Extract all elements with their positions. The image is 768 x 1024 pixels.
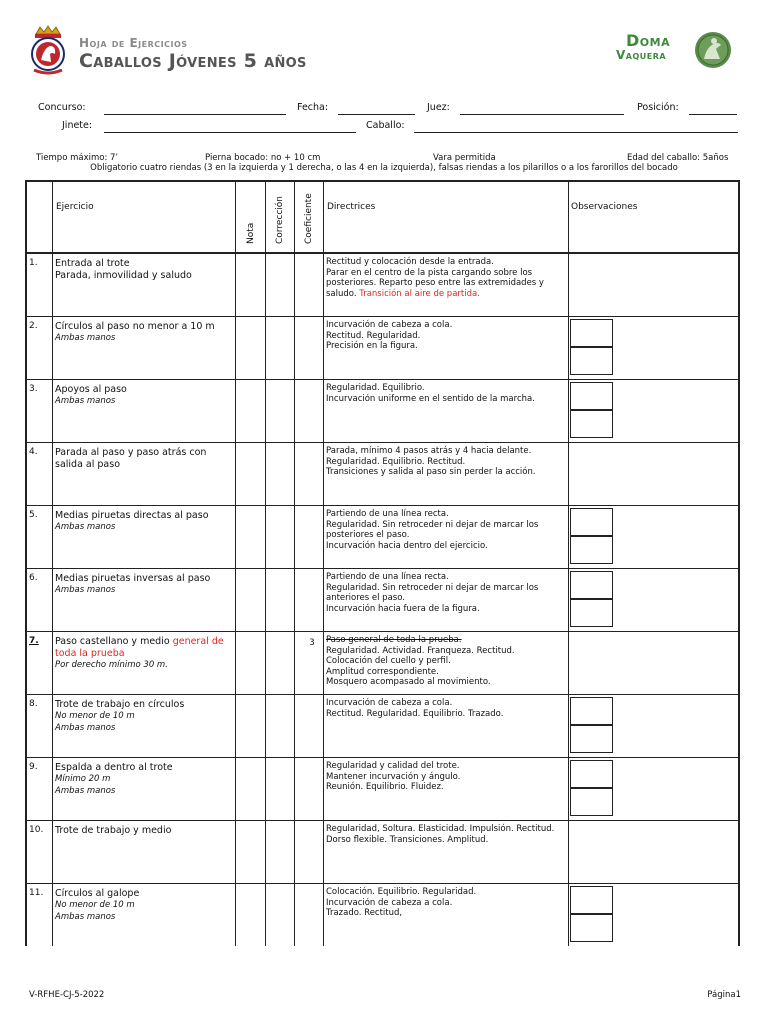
correccion-input[interactable] — [266, 380, 294, 442]
observation-boxes — [570, 508, 613, 564]
obligatorio-note: Obligatorio cuatro riendas (3 en la izquierda y 1 derecha, o las 4 en la izquierda), falsas riendas a los pilarillos o a los farorillos del bocado — [90, 163, 678, 173]
directriz-line: Regularidad. Sin retroceder ni dejar de marcar los anteriores el paso. — [326, 582, 539, 603]
directriz-line: Rectitud. Regularidad. — [326, 330, 421, 341]
nota-input[interactable] — [236, 632, 264, 694]
observation-box[interactable] — [570, 760, 613, 788]
vara-permitida: Vara permitida — [433, 153, 496, 163]
directriz-line: Dorso flexible. Transiciones. Amplitud. — [326, 834, 489, 845]
directriz-line: Colocación del cuello y perfil. — [326, 656, 451, 666]
directrices-cell — [326, 446, 568, 478]
page-number: Página1 — [707, 990, 741, 1000]
caballo-label: Caballo: — [366, 120, 405, 131]
directriz-line: Incurvación de cabeza a cola. — [326, 698, 453, 708]
nota-input[interactable] — [236, 506, 264, 568]
exercise-name: Círculos al galope — [55, 888, 140, 899]
observation-box[interactable] — [570, 536, 613, 564]
fecha-field[interactable] — [338, 114, 415, 115]
royal-crest-icon — [26, 24, 70, 76]
concurso-label: Concurso: — [38, 102, 86, 113]
correccion-input[interactable] — [266, 569, 294, 631]
coeficiente-value: 3 — [309, 638, 315, 648]
fecha-label: Fecha: — [297, 102, 329, 113]
observation-boxes — [570, 697, 613, 753]
exercise-cell — [55, 636, 235, 672]
directriz-line: Incurvación uniforme en el sentido de la marcha. — [326, 393, 535, 404]
exercise-subnote: Ambas manos — [55, 585, 116, 595]
posicion-field[interactable] — [689, 114, 737, 115]
exercise-subnote: Ambas manos — [55, 722, 116, 733]
tiempo-maximo: Tiempo máximo: 7’ — [36, 153, 119, 163]
directriz-line: Mantener incurvación y ángulo. — [326, 771, 461, 782]
header-correccion: Corrección — [275, 196, 285, 244]
directrices-cell — [326, 698, 568, 719]
observation-box[interactable] — [570, 571, 613, 599]
header-nota: Nota — [246, 222, 256, 244]
header-ejercicio: Ejercicio — [56, 202, 94, 212]
directriz-line: Incurvación de cabeza a cola. — [326, 897, 453, 908]
exercise-subnote: Ambas manos — [55, 522, 116, 532]
row-number: 6. — [29, 573, 38, 583]
exercise-name: Trote de trabajo y medio — [55, 825, 172, 836]
exercise-cell — [55, 573, 235, 597]
observation-box[interactable] — [570, 725, 613, 753]
correccion-input[interactable] — [266, 884, 294, 946]
directrices-cell — [326, 383, 568, 404]
table-row — [27, 317, 738, 380]
directriz-line: Parar en el centro de la pista cargando sobre los posteriores. Reparto peso entre las extremidades y saludo. — [326, 267, 544, 299]
directriz-line: Regularidad. Equilibrio. — [326, 383, 425, 393]
directrices-cell — [326, 824, 568, 845]
exercise-name: Trote de trabajo en círculos — [55, 699, 185, 710]
nota-input[interactable] — [236, 317, 264, 379]
observation-box[interactable] — [570, 914, 613, 942]
exercise-name: Apoyos al paso — [55, 384, 127, 395]
correccion-input[interactable] — [266, 506, 294, 568]
table-row — [27, 569, 738, 632]
exercise-cell — [55, 384, 235, 408]
exercise-name: Espalda a dentro al trote — [55, 762, 173, 773]
header-coeficiente: Coeficiente — [304, 193, 314, 244]
row-number: 8. — [29, 699, 38, 709]
row-number: 11. — [29, 888, 44, 898]
observation-box[interactable] — [570, 382, 613, 410]
exercise-table — [25, 180, 740, 946]
table-row — [27, 632, 738, 695]
jinete-field[interactable] — [104, 132, 356, 133]
table-row — [27, 695, 738, 758]
observation-boxes — [570, 571, 613, 627]
title-block — [79, 36, 307, 72]
observation-box[interactable] — [570, 508, 613, 536]
observation-boxes — [570, 319, 613, 375]
correccion-input[interactable] — [266, 821, 294, 883]
row-number: 7. — [29, 636, 39, 646]
posicion-label: Posición: — [637, 102, 679, 113]
directriz-line: Regularidad. Sin retroceder ni dejar de marcar los posteriores el paso. — [326, 519, 539, 540]
correccion-input[interactable] — [266, 695, 294, 757]
directriz-line: Rectitud y colocación desde la entrada. — [326, 257, 494, 267]
brand-top: Doma — [626, 31, 671, 50]
concurso-field[interactable] — [104, 114, 286, 115]
exercise-name: Entrada al trote — [55, 258, 130, 269]
exercise-name: Círculos al paso no menor a 10 m — [55, 321, 215, 332]
exercise-subnote: Ambas manos — [55, 785, 116, 796]
nota-input[interactable] — [236, 758, 264, 820]
document-subtitle: Hoja de Ejercicios — [79, 36, 188, 50]
nota-input[interactable] — [236, 695, 264, 757]
table-row — [27, 443, 738, 506]
directriz-line: Rectitud. Regularidad. Equilibrio. Trazado. — [326, 708, 504, 719]
directriz-line: Incurvación hacia fuera de la figura. — [326, 603, 480, 614]
document-code: V-RFHE-CJ-5-2022 — [29, 990, 105, 1000]
directriz-line: Precisión en la figura. — [326, 341, 418, 351]
juez-label: Juez: — [427, 102, 450, 113]
directriz-red: Transición al aire de partida. — [359, 288, 480, 299]
row-number: 1. — [29, 258, 38, 268]
exercise-name: Medias piruetas inversas al paso — [55, 573, 211, 584]
row-number: 9. — [29, 762, 38, 772]
table-row — [27, 254, 738, 317]
directriz-line: Transiciones y salida al paso sin perder la acción. — [326, 467, 536, 477]
juez-field[interactable] — [460, 114, 624, 115]
exercise-cell — [55, 825, 235, 837]
directrices-cell — [326, 509, 568, 551]
directriz-line: Partiendo de una línea recta. — [326, 509, 449, 519]
exercise-cell — [55, 888, 235, 923]
directriz-line: Mosquero acompasado al movimiento. — [326, 677, 491, 687]
row-number: 4. — [29, 447, 38, 457]
directriz-line: Incurvación de cabeza a cola. — [326, 320, 453, 330]
exercise-cell — [55, 321, 235, 345]
table-header — [27, 182, 738, 254]
correccion-input[interactable] — [266, 254, 294, 316]
directrices-cell — [326, 635, 568, 688]
correccion-input[interactable] — [266, 758, 294, 820]
observation-boxes — [570, 382, 613, 438]
directrices-cell — [326, 572, 568, 614]
directriz-line: Parada, mínimo 4 pasos atrás y 4 hacia delante. — [326, 446, 532, 456]
row-number: 2. — [29, 321, 38, 331]
jinete-label: Jinete: — [62, 120, 93, 131]
exercise-name: Medias piruetas directas al paso — [55, 510, 209, 521]
table-row — [27, 380, 738, 443]
exercise-subnote: No menor de 10 m — [55, 711, 135, 721]
exercise-subnote: Ambas manos — [55, 333, 116, 343]
observation-box[interactable] — [570, 886, 613, 914]
nota-input[interactable] — [236, 884, 264, 946]
directriz-line: Incurvación hacia dentro del ejercicio. — [326, 540, 488, 551]
observation-box[interactable] — [570, 410, 613, 438]
directriz-struck: Paso general de toda la prueba. — [326, 635, 462, 645]
observation-box[interactable] — [570, 319, 613, 347]
directrices-cell — [326, 761, 568, 793]
nota-input[interactable] — [236, 569, 264, 631]
directriz-line: Colocación. Equilibrio. Regularidad. — [326, 887, 477, 897]
exercise-subnote: Ambas manos — [55, 911, 116, 922]
directriz-line: Trazado. Rectitud, — [326, 908, 403, 918]
exercise-cell — [55, 510, 235, 534]
directriz-line: Regularidad y calidad del trote. — [326, 761, 460, 771]
row-number: 5. — [29, 510, 38, 520]
header-directrices: Directrices — [327, 202, 376, 212]
directrices-cell — [326, 320, 568, 352]
exercise-cell — [55, 762, 235, 797]
edad-caballo: Edad del caballo: 5años — [627, 153, 729, 163]
document-title: Caballos Jóvenes 5 años — [79, 50, 307, 72]
table-row — [27, 506, 738, 569]
row-number: 10. — [29, 825, 44, 835]
directriz-line: Regularidad. Equilibrio. Rectitud. — [326, 456, 466, 467]
table-row — [27, 821, 738, 884]
pierna-bocado: Pierna bocado: no + 10 cm — [205, 153, 321, 163]
observation-box[interactable] — [570, 347, 613, 375]
observation-box[interactable] — [570, 788, 613, 816]
directriz-line: Regularidad. Actividad. Franqueza. Rectitud. — [326, 645, 515, 656]
header-observaciones: Observaciones — [571, 202, 638, 212]
observation-box[interactable] — [570, 697, 613, 725]
exercise-subnote: No menor de 10 m — [55, 900, 135, 910]
caballo-field[interactable] — [414, 132, 738, 133]
exercise-name: Parada al paso y paso atrás con salida al paso — [55, 447, 207, 470]
nota-input[interactable] — [236, 443, 264, 505]
exercise-note-red: general de toda la prueba — [55, 636, 224, 659]
brand-logo — [616, 33, 670, 62]
directriz-line: Amplitud correspondiente. — [326, 666, 439, 677]
table-row — [27, 884, 738, 946]
exercise-subnote: Ambas manos — [55, 396, 116, 406]
table-row — [27, 758, 738, 821]
exercise-name: Paso castellano y medio — [55, 636, 170, 647]
exercise-subnote: Mínimo 20 m — [55, 774, 111, 784]
observation-box[interactable] — [570, 599, 613, 627]
exercise-cell — [55, 699, 235, 734]
nota-input[interactable] — [236, 380, 264, 442]
row-number: 3. — [29, 384, 38, 394]
correccion-input[interactable] — [266, 632, 294, 694]
brand-bottom: Vaquera — [616, 48, 667, 62]
exercise-subnote: Por derecho mínimo 30 m. — [55, 660, 168, 670]
directriz-line: Reunión. Equilibrio. Fluidez. — [326, 782, 444, 792]
directrices-cell — [326, 887, 568, 919]
horse-rider-emblem-icon — [694, 31, 732, 69]
correccion-input[interactable] — [266, 317, 294, 379]
directrices-cell — [326, 257, 568, 299]
nota-input[interactable] — [236, 821, 264, 883]
directriz-line: Regularidad, Soltura. Elasticidad. Impulsión. Rectitud. — [326, 824, 555, 834]
exercise-name: Parada, inmovilidad y saludo — [55, 270, 192, 281]
exercise-cell — [55, 447, 235, 471]
directriz-line: Partiendo de una línea recta. — [326, 572, 449, 582]
correccion-input[interactable] — [266, 443, 294, 505]
exercise-cell — [55, 258, 235, 282]
observation-boxes — [570, 886, 613, 942]
observation-boxes — [570, 760, 613, 816]
nota-input[interactable] — [236, 254, 264, 316]
